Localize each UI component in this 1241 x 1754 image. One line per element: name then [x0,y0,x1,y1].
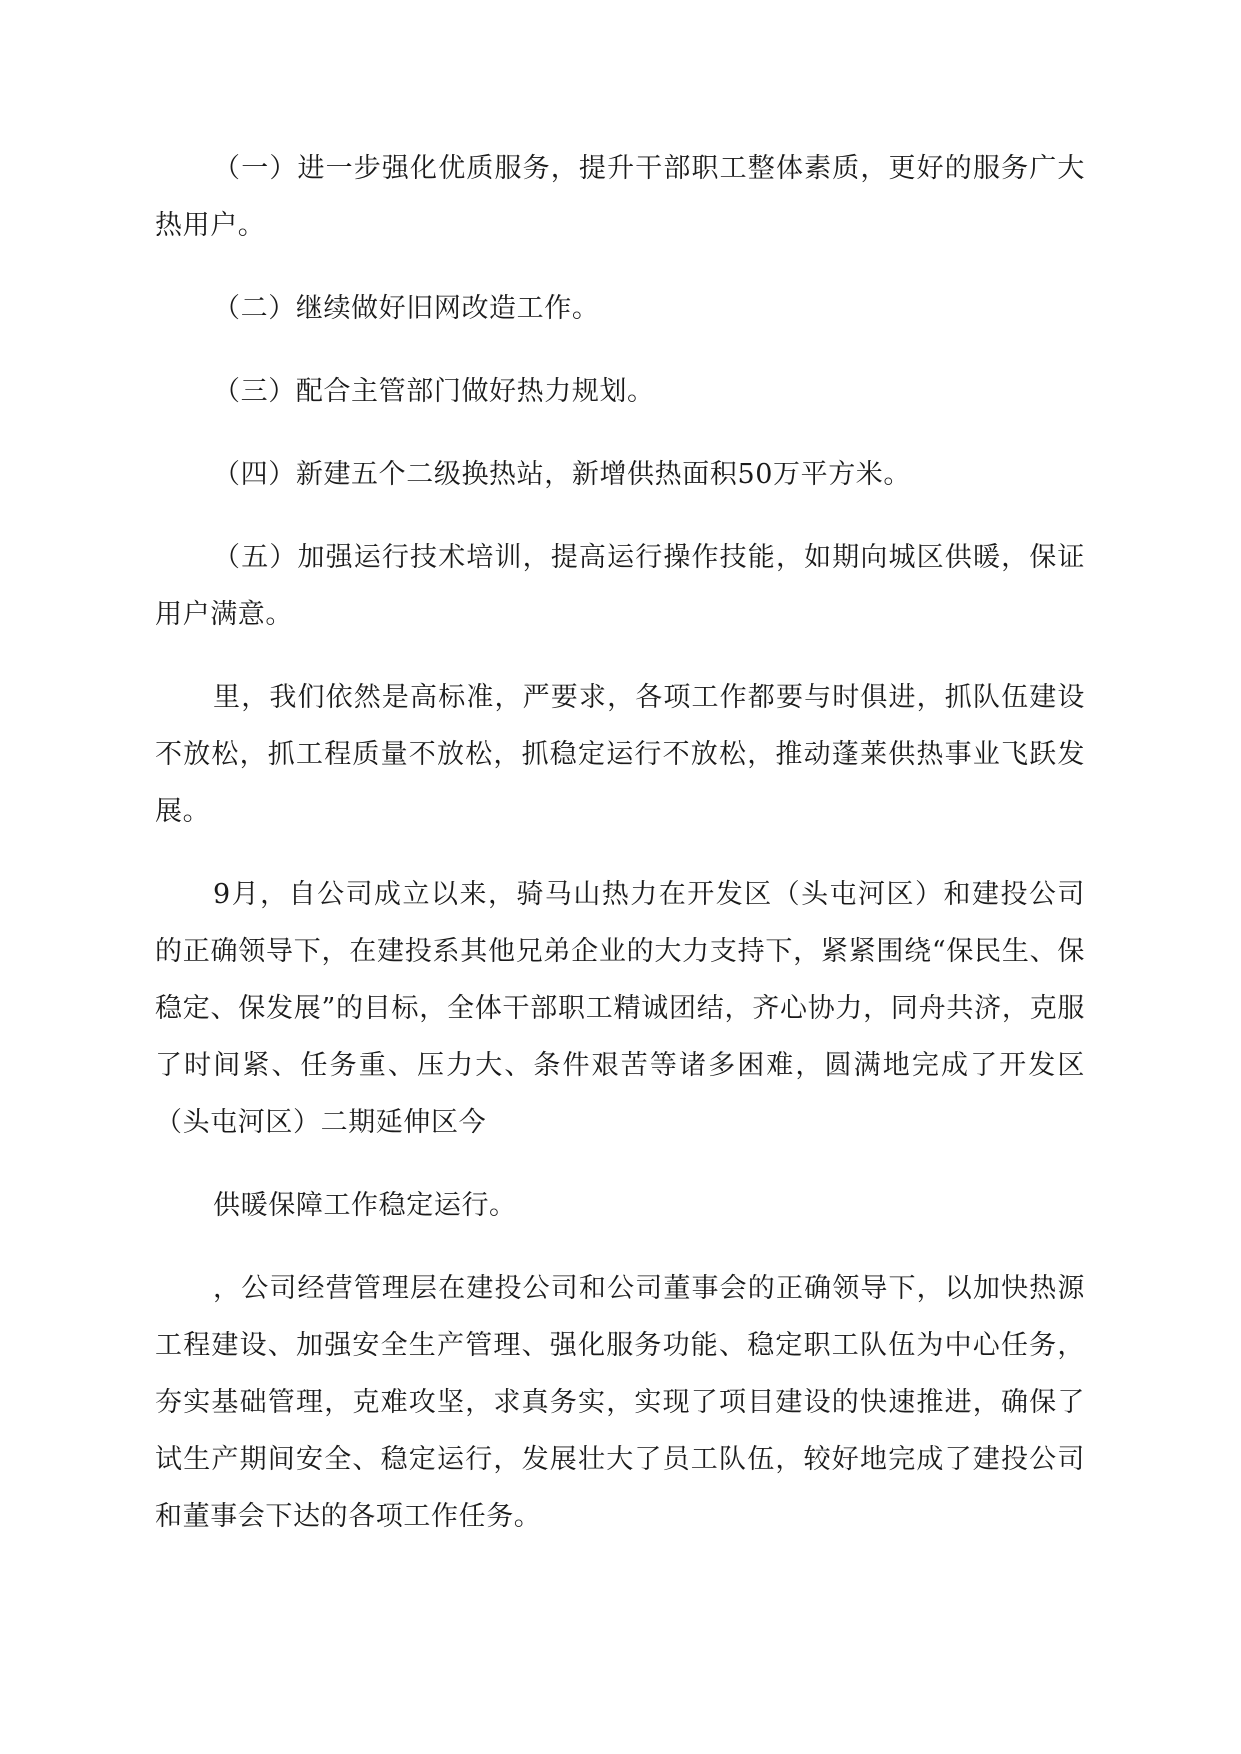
paragraph-item-5: （五）加强运行技术培训，提高运行操作技能，如期向城区供暖，保证用户满意。 [155,542,1085,630]
paragraph-item-4: （四）新建五个二级换热站，新增供热面积50万平方米。 [213,459,912,490]
paragraph-summary: 里，我们依然是高标准，严要求，各项工作都要与时俱进，抓队伍建设不放松，抓工程质量不放松，抓稳定运行不放松，推动蓬莱供热事业飞跃发展。 [155,682,1085,827]
paragraph-company-history: 9月，自公司成立以来，骑马山热力在开发区（头屯河区）和建投公司的正确领导下，在建投系其他兄弟企业的大力支持下，紧紧围绕“保民生、保稳定、保发展”的目标，全体干部职工精诚团结，齐心协力，同舟共济，克服了时间紧、任务重、压力大、条件艰苦等诸多困难，圆满地完成了开发区（头屯河区）二期延伸区今 [155,879,1085,1138]
document-body [155,140,1085,1571]
paragraph-item-2: （二）继续做好旧网改造工作。 [213,293,600,324]
paragraph-item-3: （三）配合主管部门做好热力规划。 [213,376,655,407]
paragraph-heating-operation: 供暖保障工作稳定运行。 [213,1190,517,1221]
paragraph-item-1: （一）进一步强化优质服务，提升干部职工整体素质，更好的服务广大热用户。 [155,153,1085,241]
paragraph-management-work: ，公司经营管理层在建投公司和公司董事会的正确领导下，以加快热源工程建设、加强安全生产管理、强化服务功能、稳定职工队伍为中心任务，夯实基础管理，克难攻坚，求真务实，实现了项目建设的快速推进，确保了试生产期间安全、稳定运行，发展壮大了员工队伍，较好地完成了建投公司和董事会下达的各项工作任务。 [155,1273,1085,1532]
